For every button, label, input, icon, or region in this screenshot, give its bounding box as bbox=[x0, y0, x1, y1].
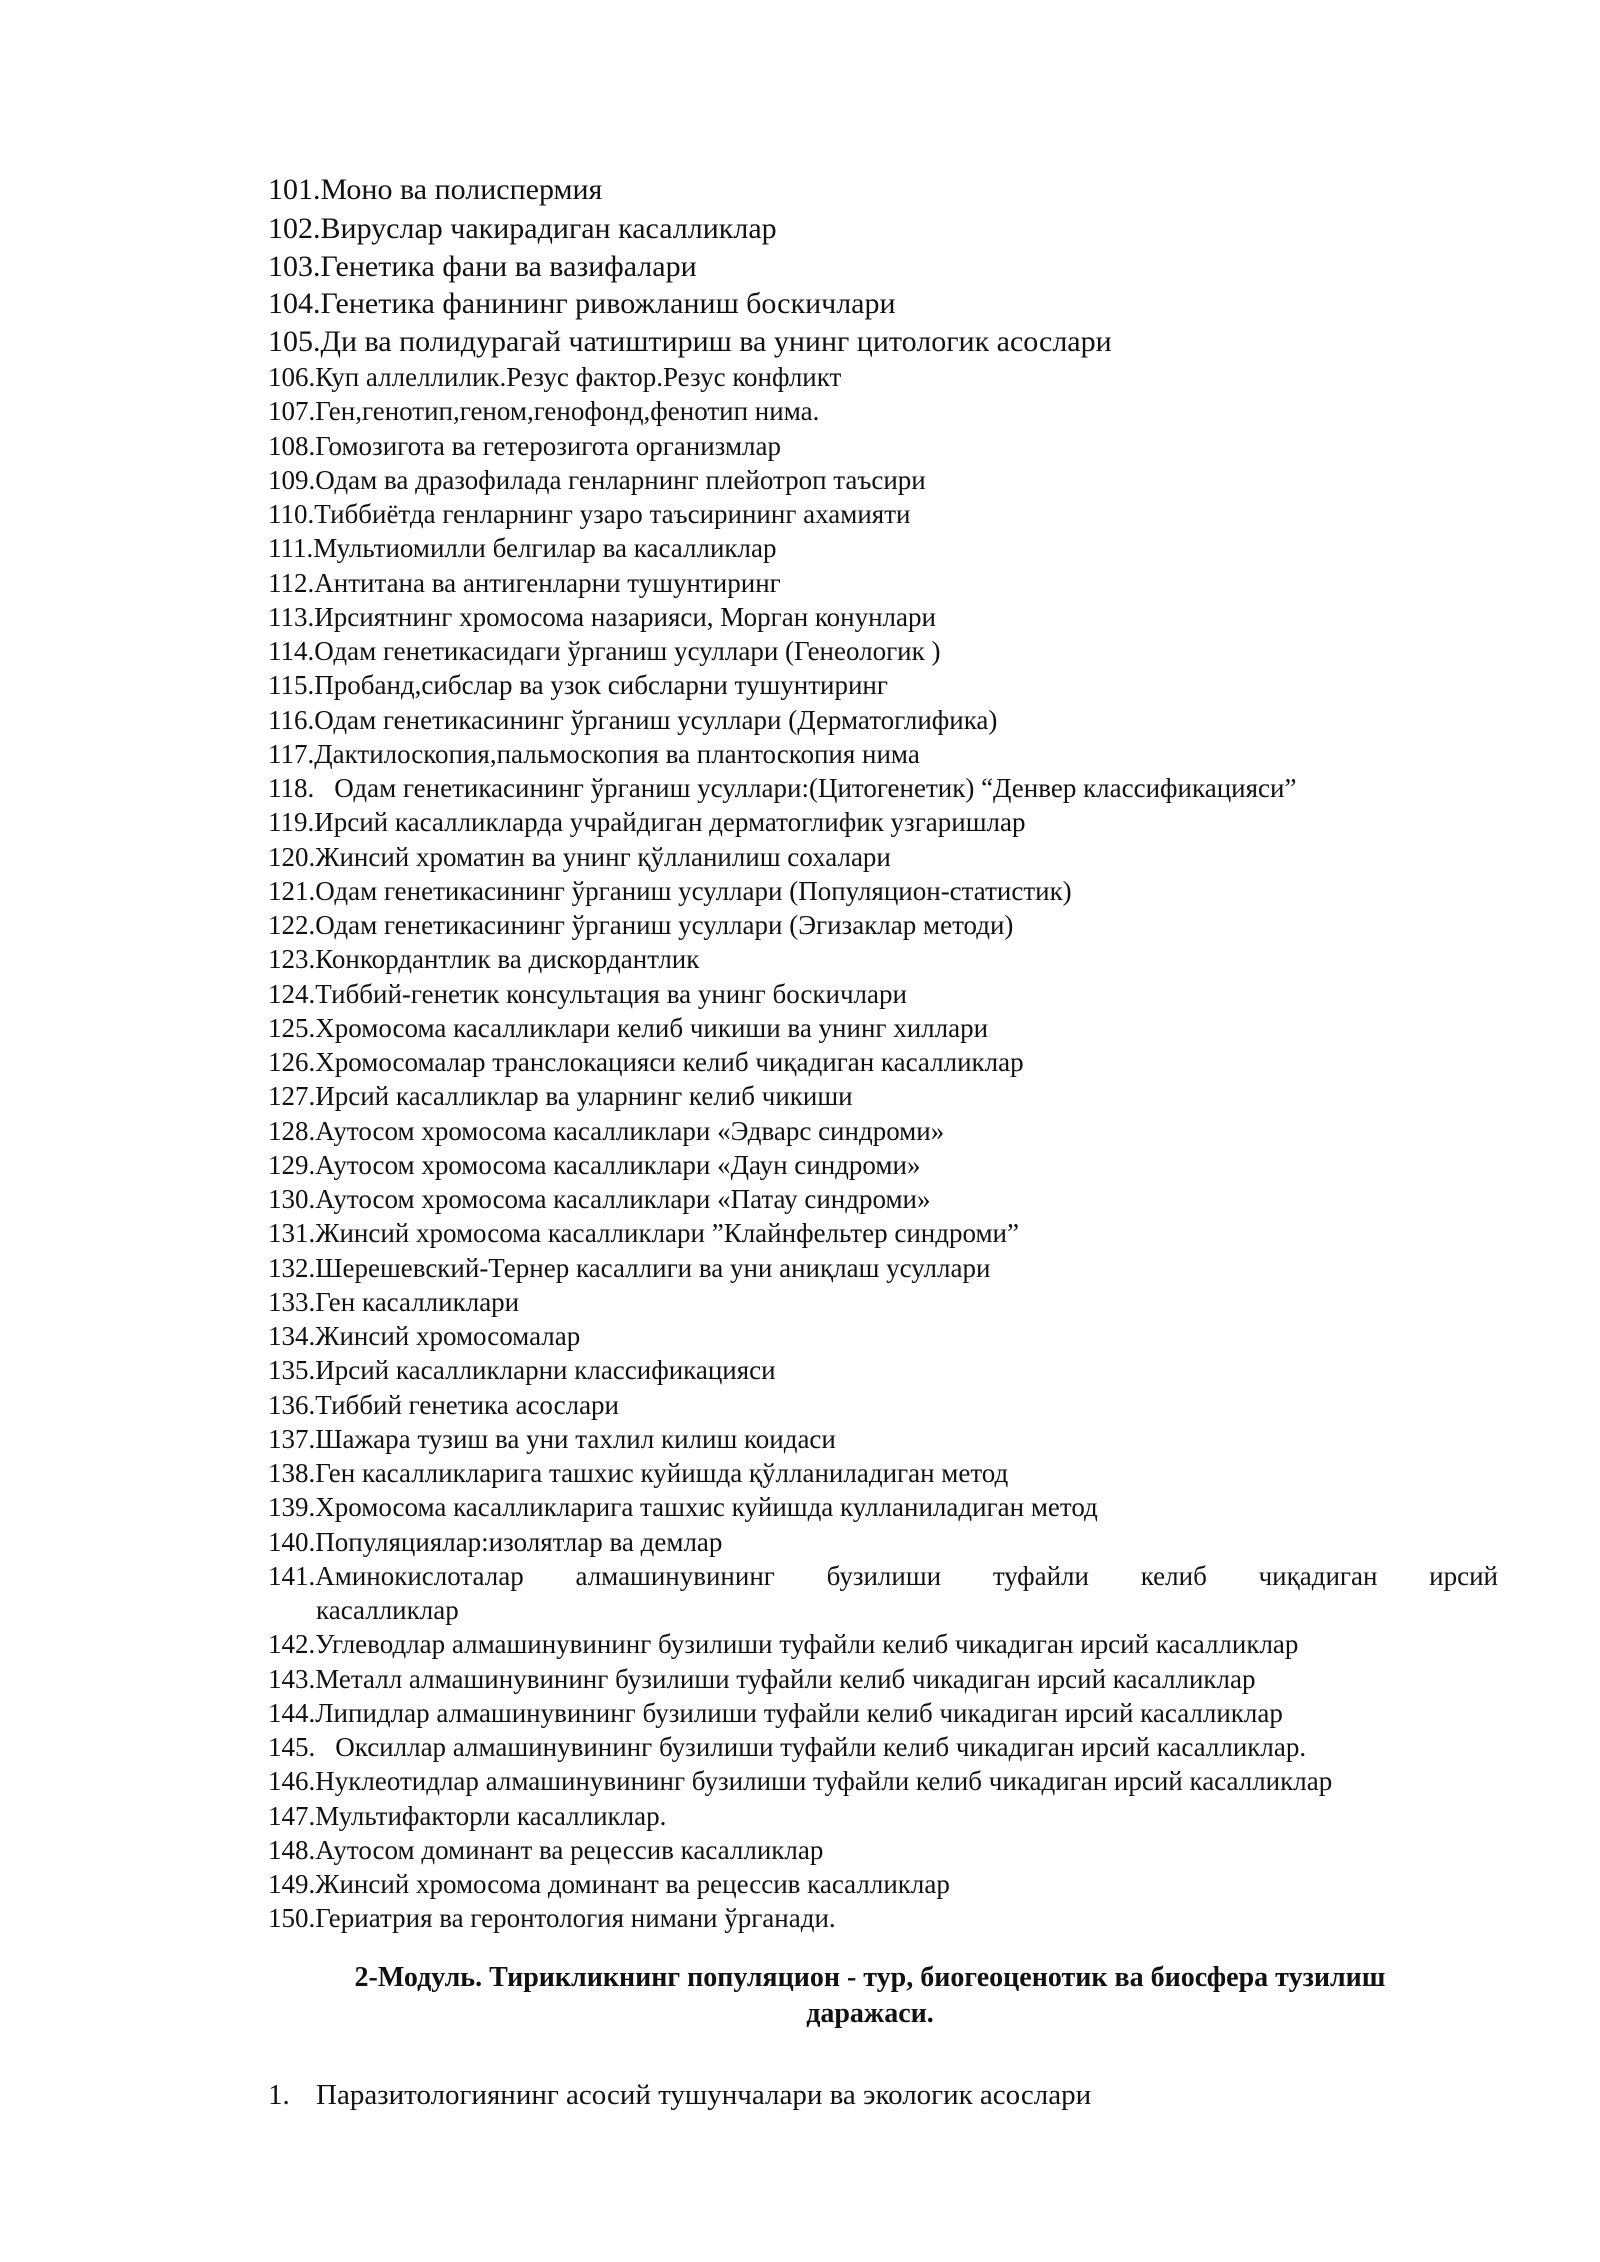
item-text-word: алмашинувининг bbox=[575, 1560, 775, 1591]
list-item bbox=[268, 908, 1498, 942]
list-item bbox=[268, 1730, 1498, 1764]
item-number: 106. bbox=[268, 362, 316, 392]
item-number: 142. bbox=[268, 1629, 316, 1660]
item-text: Хромосома касалликларига ташхис куйишда кулланиладиган метод bbox=[315, 1492, 1098, 1523]
item-text: Одам генетикасининг ўрганиш усуллари (Дерматоглифика) bbox=[314, 704, 998, 735]
list-item bbox=[268, 840, 1498, 874]
list-item bbox=[268, 1833, 1498, 1867]
list-item bbox=[268, 1011, 1498, 1045]
item-number: 119. bbox=[268, 807, 315, 838]
item-text: Тиббий-генетик консультация ва унинг боскичлари bbox=[315, 978, 907, 1009]
item-number: 104. bbox=[268, 287, 321, 320]
list-item bbox=[268, 1627, 1498, 1661]
list-item bbox=[268, 1456, 1498, 1490]
item-text: Одам генетикасининг ўрганиш усуллари (Популяцион-статистик) bbox=[315, 875, 1072, 906]
list-item bbox=[268, 1045, 1498, 1079]
item-text: Ген касалликлари bbox=[315, 1286, 520, 1317]
item-number: 137. bbox=[268, 1423, 316, 1454]
list-item bbox=[268, 1901, 1498, 1935]
item-number: 134. bbox=[268, 1321, 316, 1351]
item-text: Аутосом доминант ва рецессив касалликлар bbox=[315, 1834, 824, 1865]
item-text: Дактилоскопия,пальмоскопия ва плантоскопия нима bbox=[314, 738, 920, 769]
list-item bbox=[268, 360, 1498, 394]
list-item bbox=[268, 942, 1498, 976]
item-text: Липидлар алмашинувининг бузилиши туфайли келиб чикадиган ирсий касалликлар bbox=[315, 1697, 1283, 1728]
item-number: 136. bbox=[268, 1389, 316, 1420]
item-number: 101. bbox=[268, 173, 321, 206]
item-text: Одам генетикасининг ўрганиш усуллари:(Цитогенетик) “Денвер классификацияси” bbox=[334, 773, 1297, 803]
item-text: Хромосомалар транслокацияси келиб чиқадиган касалликлар bbox=[315, 1047, 1024, 1077]
list-item bbox=[268, 737, 1498, 771]
item-text-word: келиб bbox=[1140, 1560, 1207, 1591]
list-item bbox=[268, 1079, 1498, 1113]
list-item bbox=[268, 497, 1498, 531]
list-item bbox=[268, 1388, 1498, 1422]
list-item bbox=[268, 668, 1498, 702]
item-text: Ирсий касалликларда учрайдиган дерматоглифик узгаришлар bbox=[314, 807, 1026, 838]
item-text: Тиббий генетика асослари bbox=[315, 1389, 619, 1420]
module-heading bbox=[255, 1960, 1485, 2032]
item-text: Шажара тузиш ва уни тахлил килиш коидаси bbox=[315, 1423, 836, 1454]
item-text: Генетика фанининг ривожланиш боскичлари bbox=[320, 287, 896, 320]
item-number: 149. bbox=[268, 1869, 316, 1899]
list-item bbox=[268, 429, 1498, 463]
list-item bbox=[268, 210, 1498, 248]
item-text: Аутосом хромосома касалликлари «Даун синдроми» bbox=[315, 1149, 921, 1180]
item-text: Антитана ва антигенларни тушунтиринг bbox=[314, 567, 781, 598]
list-item bbox=[268, 805, 1498, 839]
item-number: 1. bbox=[268, 2079, 290, 2111]
item-number: 148. bbox=[268, 1834, 316, 1865]
list-item bbox=[268, 2075, 1091, 2115]
module-heading-line: 2-Модуль. Тирикликнинг популяцион - тур, биогеоценотик ва биосфера тузилиш bbox=[354, 1962, 1386, 1993]
item-text: Жинсий хромосомалар bbox=[315, 1321, 581, 1351]
item-text: Ген касалликларига ташхис куйишда қўлланиладиган метод bbox=[315, 1458, 1009, 1488]
item-number: 141. bbox=[268, 1560, 316, 1591]
item-text: Одам ва дразофилада генларнинг плейотроп таъсири bbox=[315, 464, 926, 495]
item-text: Ди ва полидурагай чатиштириш ва унинг цитологик асослари bbox=[320, 324, 1112, 358]
list-item bbox=[268, 1696, 1498, 1730]
item-number: 103. bbox=[268, 249, 321, 283]
item-text: Жинсий хромосома касалликлари ”Клайнфельтер синдроми” bbox=[315, 1218, 1019, 1249]
item-text: Паразитологиянинг асосий тушунчалари ва экологик асослари bbox=[316, 2079, 1092, 2111]
item-text: Аутосом хромосома касалликлари «Эдварс синдроми» bbox=[315, 1115, 945, 1146]
item-text: Жинсий хроматин ва унинг қўлланилиш сохалари bbox=[315, 841, 891, 872]
list-item bbox=[268, 463, 1498, 497]
item-text-word bbox=[268, 1559, 524, 1593]
item-number: 140. bbox=[268, 1526, 316, 1557]
list-item bbox=[268, 1353, 1498, 1387]
item-number: 117. bbox=[268, 738, 315, 769]
item-text: Аутосом хромосома касалликлари «Патау синдроми» bbox=[315, 1184, 931, 1214]
list-item bbox=[268, 170, 1498, 210]
list-item bbox=[268, 323, 1498, 361]
list-item bbox=[268, 1319, 1498, 1353]
list-item bbox=[268, 1182, 1498, 1216]
justified-line bbox=[268, 1559, 1498, 1593]
item-text: Ирсий касалликлар ва уларнинг келиб чикиши bbox=[315, 1081, 853, 1112]
list-item bbox=[268, 1662, 1498, 1696]
item-text: Жинсий хромосома доминант ва рецессив касалликлар bbox=[315, 1869, 950, 1899]
item-number: 111. bbox=[268, 533, 314, 564]
item-number: 125. bbox=[268, 1012, 316, 1043]
item-number: 129. bbox=[268, 1149, 316, 1180]
module-heading-line: даражаси. bbox=[806, 1998, 934, 2029]
item-number: 110. bbox=[268, 499, 315, 529]
item-number: 144. bbox=[268, 1697, 316, 1728]
item-number: 128. bbox=[268, 1115, 316, 1146]
item-number: 147. bbox=[268, 1800, 316, 1831]
item-number: 124. bbox=[268, 978, 316, 1009]
item-text: Шерешевский-Тернер касаллиги ва уни аниқлаш усуллари bbox=[315, 1252, 991, 1283]
item-number: 131. bbox=[268, 1218, 316, 1249]
item-text: Оксиллар алмашинувининг бузилиши туфайли келиб чикадиган ирсий касалликлар. bbox=[335, 1732, 1307, 1762]
item-text: Одам генетикасининг ўрганиш усуллари (Эгизаклар методи) bbox=[315, 910, 1014, 940]
list-item bbox=[268, 248, 1498, 286]
item-text: Мультиомилли белгилар ва касалликлар bbox=[313, 533, 777, 564]
list-item bbox=[268, 1114, 1498, 1148]
item-text-word: бузилиши bbox=[826, 1560, 942, 1591]
item-text: Популяциялар:изолятлар ва демлар bbox=[315, 1526, 723, 1557]
list-item bbox=[268, 1799, 1498, 1833]
item-text: Нуклеотидлар алмашинувининг бузилиши туфайли келиб чикадиган ирсий касалликлар bbox=[315, 1766, 1333, 1797]
item-number: 145. bbox=[268, 1732, 316, 1762]
item-number: 118. bbox=[268, 773, 315, 803]
item-text: Гомозигота ва гетерозигота организмлар bbox=[315, 430, 781, 461]
item-text: Ирсиятнинг хромосома назарияси, Морган конунлари bbox=[314, 601, 936, 632]
item-text: Конкордантлик ва дискордантлик bbox=[315, 944, 700, 975]
item-text-word: туфайли bbox=[992, 1560, 1089, 1591]
list-item bbox=[268, 1490, 1498, 1524]
item-number: 132. bbox=[268, 1252, 316, 1283]
list-item bbox=[268, 771, 1498, 805]
item-number: 138. bbox=[268, 1458, 316, 1488]
item-number: 133. bbox=[268, 1286, 316, 1317]
item-number: 122. bbox=[268, 910, 316, 940]
item-number: 135. bbox=[268, 1355, 316, 1386]
item-number: 150. bbox=[268, 1903, 316, 1934]
list-item bbox=[268, 285, 1498, 323]
item-number: 115. bbox=[268, 670, 315, 701]
list-item bbox=[268, 1764, 1498, 1798]
list-item bbox=[268, 1285, 1498, 1319]
item-number: 113. bbox=[268, 601, 315, 632]
item-number: 126. bbox=[268, 1047, 316, 1077]
list-item bbox=[268, 874, 1498, 908]
list-item bbox=[268, 600, 1498, 634]
item-number: 120. bbox=[268, 841, 316, 872]
list-item bbox=[268, 977, 1498, 1011]
item-text: Одам генетикасидаги ўрганиш усуллари (Генеологик ) bbox=[314, 636, 941, 666]
item-number: 114. bbox=[268, 636, 315, 666]
item-text: Тиббиётда генларнинг узаро таъсирининг ахамияти bbox=[314, 499, 911, 529]
list-item bbox=[268, 531, 1498, 565]
item-number: 130. bbox=[268, 1184, 316, 1214]
item-text: Куп аллеллилик.Резус фактор.Резус конфликт bbox=[315, 362, 842, 392]
item-text-word: Аминокислоталар bbox=[315, 1560, 524, 1591]
item-text: Вируслар чакирадиган касалликлар bbox=[320, 212, 777, 245]
item-number: 121. bbox=[268, 875, 316, 906]
item-text: Ген,генотип,геном,генофонд,фенотип нима. bbox=[315, 396, 820, 427]
item-text: Гериатрия ва геронтология нимани ўрганади. bbox=[315, 1903, 836, 1934]
list-item bbox=[268, 1148, 1498, 1182]
item-number: 116. bbox=[268, 704, 315, 735]
list-item bbox=[268, 1867, 1498, 1901]
item-text: Ирсий касалликларни классификацияси bbox=[315, 1355, 776, 1386]
item-text: Моно ва полиспермия bbox=[320, 173, 603, 206]
list-item bbox=[268, 634, 1498, 668]
module-question-list bbox=[268, 2075, 1091, 2115]
item-text: Металл алмашинувининг бузилиши туфайли келиб чикадиган ирсий касалликлар bbox=[315, 1663, 1256, 1694]
list-item bbox=[268, 703, 1498, 737]
item-text-word: ирсий bbox=[1429, 1560, 1498, 1591]
list-item bbox=[268, 1559, 1498, 1628]
list-item bbox=[268, 394, 1498, 428]
item-text-word: чиқадиган bbox=[1258, 1560, 1378, 1591]
item-number: 123. bbox=[268, 944, 316, 975]
item-text: Углеводлар алмашинувининг бузилиши туфайли келиб чикадиган ирсий касалликлар bbox=[315, 1629, 1299, 1660]
item-number: 143. bbox=[268, 1663, 316, 1694]
item-number: 102. bbox=[268, 212, 321, 245]
list-item bbox=[268, 1422, 1498, 1456]
list-item bbox=[268, 1525, 1498, 1559]
question-list bbox=[268, 170, 1498, 1936]
item-number: 127. bbox=[268, 1081, 316, 1112]
item-number: 109. bbox=[268, 464, 316, 495]
item-number: 112. bbox=[268, 567, 315, 598]
item-number: 146. bbox=[268, 1766, 316, 1797]
item-number: 105. bbox=[268, 324, 321, 358]
item-text: Хромосома касалликлари келиб чикиши ва унинг хиллари bbox=[315, 1012, 989, 1043]
list-item bbox=[268, 566, 1498, 600]
item-number: 107. bbox=[268, 396, 316, 427]
item-text-continuation: касалликлар bbox=[316, 1595, 459, 1625]
item-number: 108. bbox=[268, 430, 316, 461]
item-text: Генетика фани ва вазифалари bbox=[320, 249, 697, 283]
list-item bbox=[268, 1216, 1498, 1250]
item-text: Пробанд,сибслар ва узок сибсларни тушунтиринг bbox=[314, 670, 888, 701]
item-text: Мультифакторли касалликлар. bbox=[315, 1800, 667, 1831]
item-number: 139. bbox=[268, 1492, 316, 1523]
list-item bbox=[268, 1251, 1498, 1285]
